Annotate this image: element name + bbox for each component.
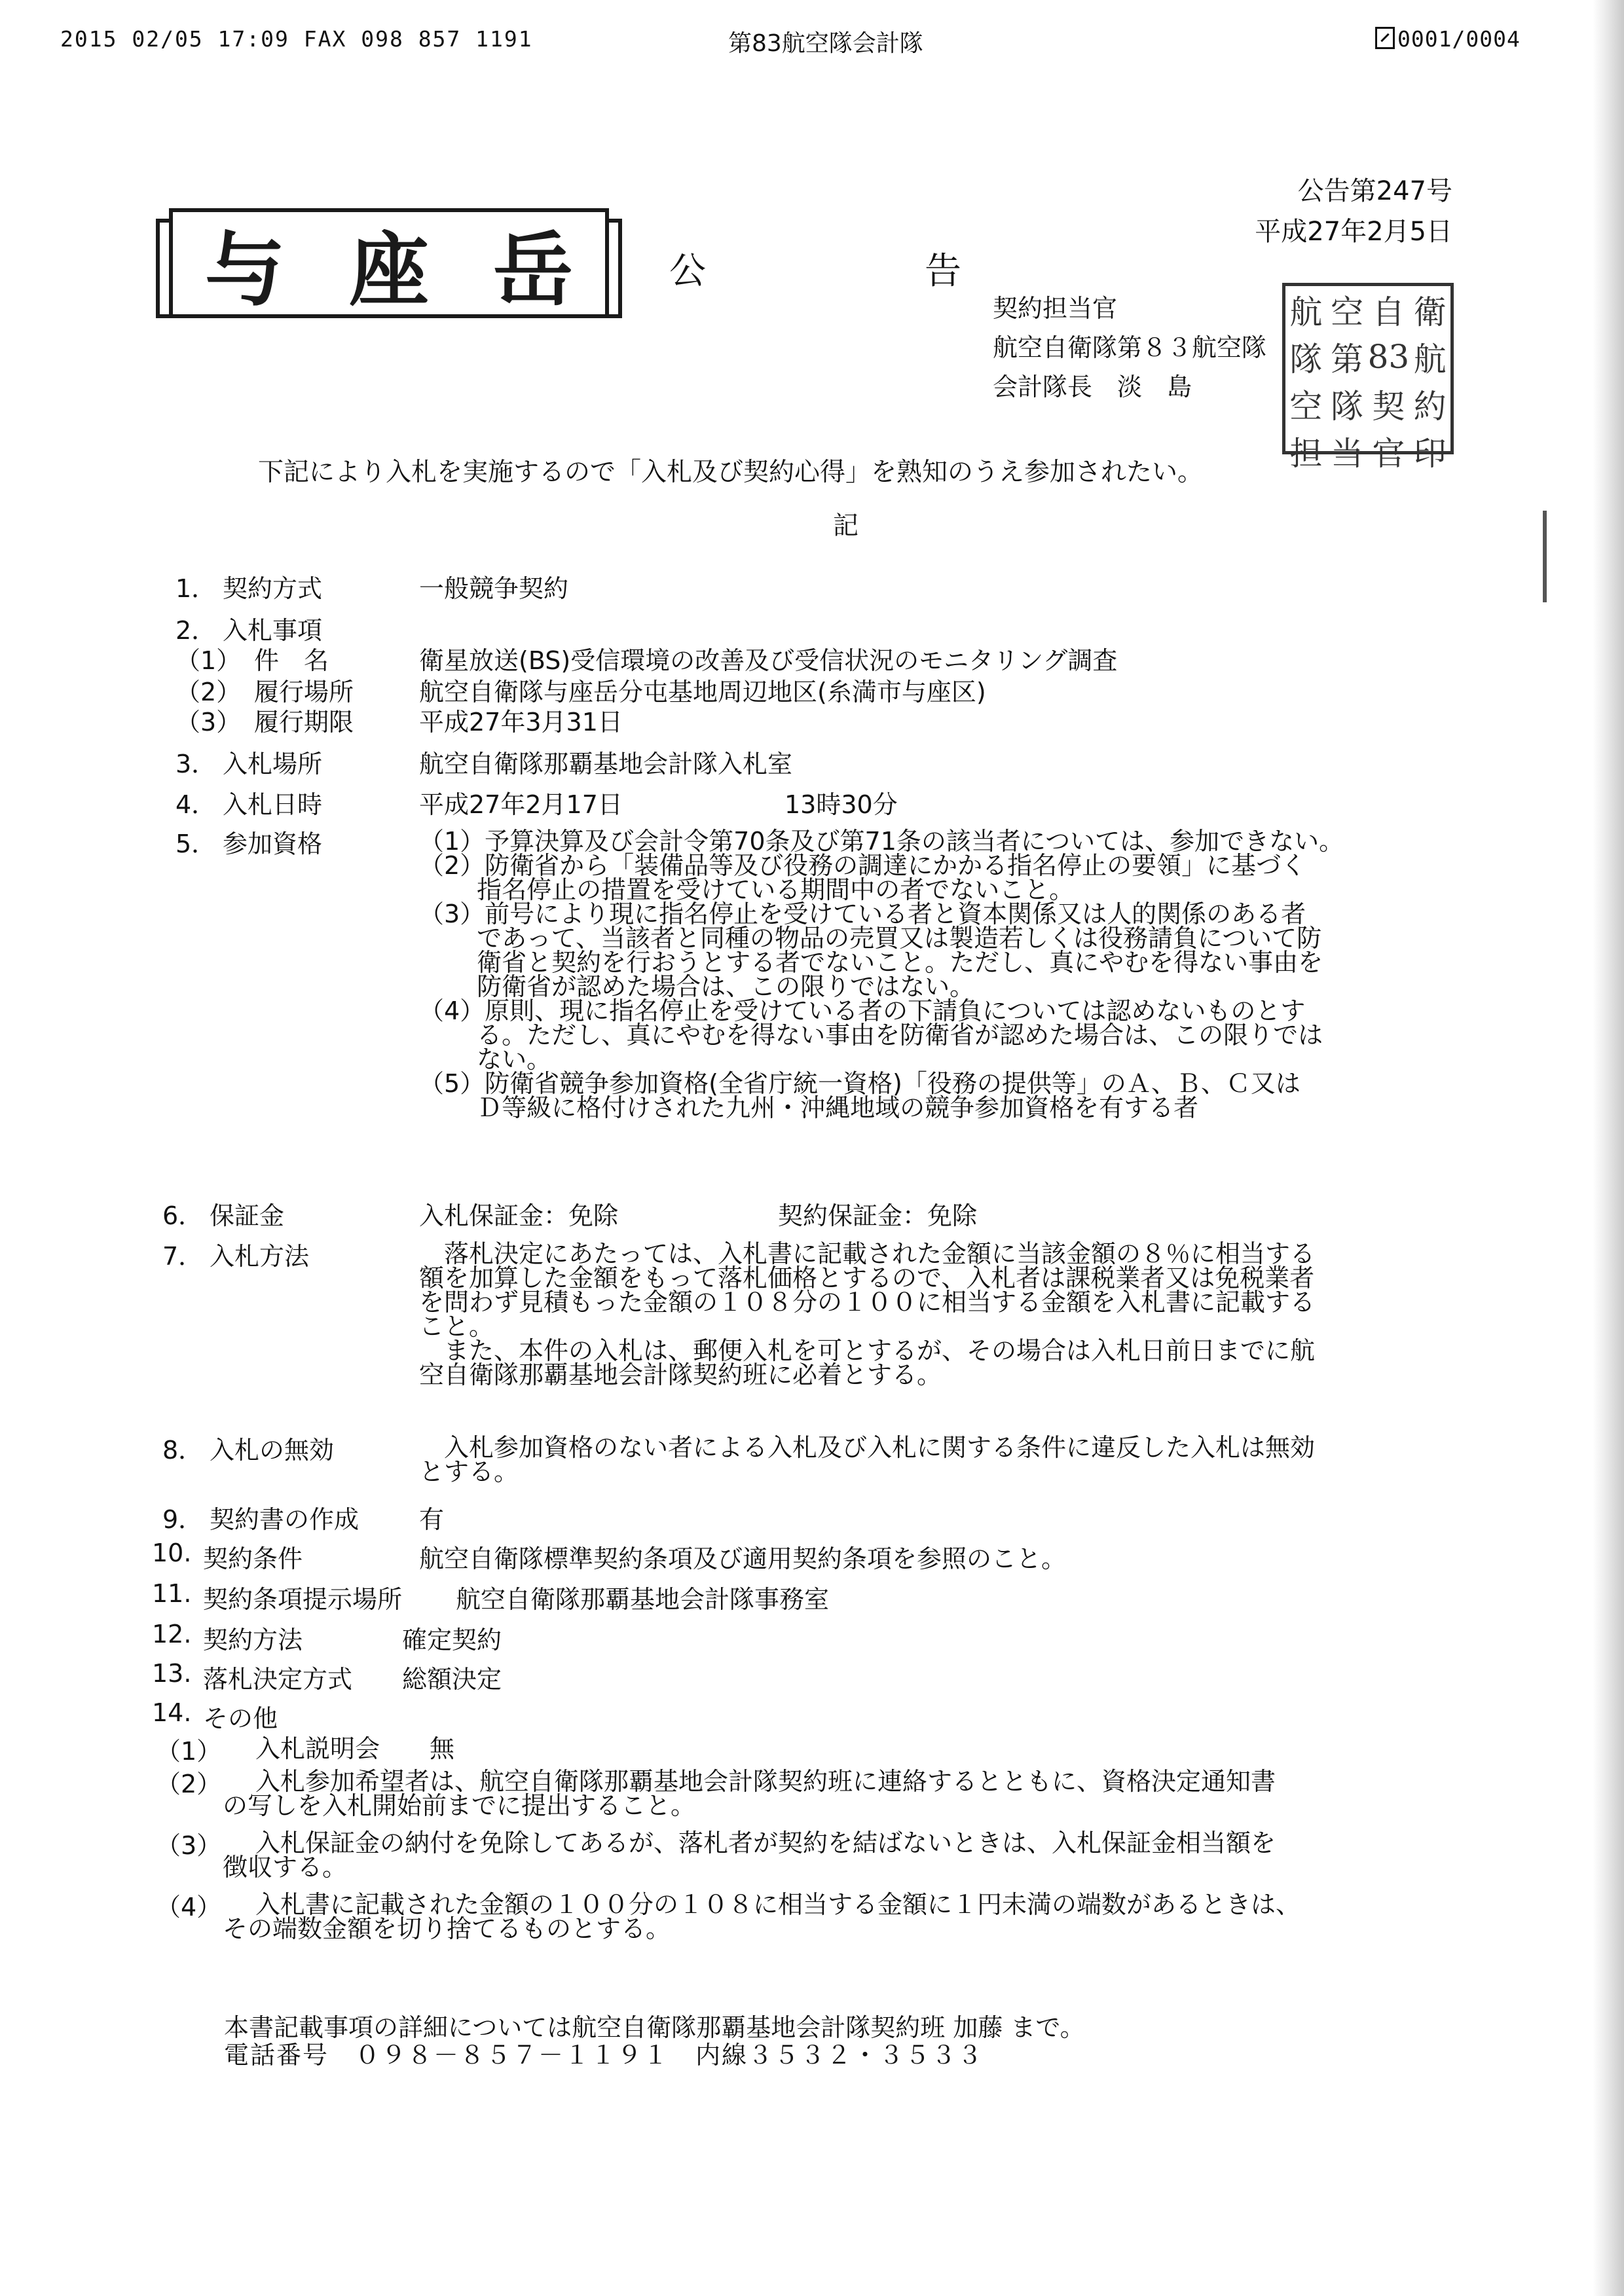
qualification-line: 指名停止の措置を受けている期間中の者でないこと。 — [419, 875, 1075, 904]
item-label: 契約方式 — [223, 574, 323, 603]
item-label: 入札事項 — [223, 616, 323, 645]
subitem-label: 履行場所 — [254, 678, 354, 706]
item-value: 航空自衛隊那覇基地会計隊事務室 — [456, 1585, 830, 1614]
official-seal-glyph: 衛 — [1413, 293, 1447, 331]
fax-page-icon — [1375, 27, 1395, 49]
item-label: その他 — [203, 1704, 278, 1733]
official-seal-glyph: 航 — [1413, 340, 1447, 378]
bidding-method-line: を問わず見積もった金額の１０８分の１００に相当する金額を入札書に記載する — [419, 1288, 1316, 1317]
item-number: 3． — [175, 750, 217, 778]
subitem-label: 履行期限 — [254, 708, 354, 737]
item-value: 航空自衛隊標準契約条項及び適用契約条項を参照のこと。 — [419, 1544, 1067, 1573]
official-seal-glyph: 官 — [1372, 435, 1405, 473]
subitem-number: （1） — [156, 1737, 222, 1766]
official-seal-glyph: 当 — [1331, 435, 1364, 473]
official-seal-glyph: 契 — [1372, 388, 1405, 426]
other-note-line: 入札説明会 無 — [255, 1734, 455, 1763]
official-seal-glyph: 隊 — [1331, 388, 1364, 426]
official-seal-glyph: 空 — [1331, 293, 1364, 331]
item-number: 12. — [152, 1620, 192, 1649]
item-number: 4． — [175, 790, 217, 819]
notice-number: 公告第247号 — [1297, 176, 1452, 206]
ki-heading: 記 — [833, 511, 859, 541]
qualification-line: Ｄ等級に格付けされた九州・沖縄地域の競争参加資格を有する者 — [419, 1093, 1199, 1122]
qualification-line: （1）予算決算及び会計令第70条及び第71条の該当者については、参加できない。 — [419, 827, 1344, 856]
fax-sender-name: 第83航空隊会計隊 — [728, 30, 923, 57]
official-seal-glyph: 第 — [1331, 340, 1364, 378]
qualification-line: （5）防衛省競争参加資格(全省庁統一資格)「役務の提供等」のＡ、Ｂ、Ｃ又は — [419, 1069, 1301, 1098]
item-label: 入札の無効 — [210, 1436, 335, 1465]
item-number: 8． — [162, 1436, 204, 1465]
item-number: 6． — [162, 1201, 204, 1230]
bidding-method-line: こと。 — [419, 1312, 494, 1341]
invalid-bid-line: 入札参加資格のない者による入札及び入札に関する条件に違反した入札は無効 — [419, 1433, 1316, 1462]
other-note-line: の写しを入札開始前までに提出すること。 — [223, 1791, 696, 1820]
qualification-line: であって、当該者と同種の物品の売買又は製造若しくは役務請負について防 — [419, 924, 1322, 953]
item-label: 入札場所 — [223, 750, 323, 778]
subitem-number: （2） — [156, 1770, 222, 1798]
official-seal-glyph: 隊 — [1289, 340, 1323, 378]
other-note — [255, 1734, 455, 1763]
scan-edge-shadow — [1593, 0, 1624, 2296]
qualification-line: （3）前号により現に指名停止を受けている者と資本関係又は人的関係のある者 — [419, 900, 1306, 928]
contact-phone: 電話番号 ０９８－８５７－１１９１ 内線３５３２・３５３３ — [224, 2041, 984, 2069]
item-value: 一般競争契約 — [419, 574, 569, 603]
location-stamp-char: 与 — [205, 222, 285, 317]
other-note — [223, 1892, 1301, 1941]
invalid-bid-line: とする。 — [419, 1457, 519, 1486]
official-seal-glyph: 担 — [1289, 435, 1323, 473]
item-label: 参加資格 — [223, 829, 323, 858]
item-number: 9． — [162, 1505, 204, 1534]
other-note-line: 入札保証金の納付を免除してあるが、落札者が契約を結ばないときは、入札保証金相当額を — [255, 1829, 1276, 1857]
signatory-name: 会計隊長 淡 島 — [993, 373, 1292, 401]
item-label: 入札日時 — [223, 790, 323, 819]
other-note-line: その端数金額を切り捨てるものとする。 — [223, 1914, 671, 1943]
item-time: 13時30分 — [784, 790, 898, 819]
item-value-secondary: 契約保証金：免除 — [778, 1201, 978, 1230]
contact-note: 本書記載事項の詳細については航空自衛隊那覇基地会計隊契約班 加藤 まで。 — [224, 2013, 1085, 2042]
official-seal-glyph: 83 — [1367, 338, 1410, 376]
subitem-number: （1） — [175, 646, 242, 675]
item-label: 保証金 — [210, 1201, 285, 1230]
official-seal-glyph: 印 — [1413, 435, 1447, 473]
qualification-line: ない。 — [419, 1045, 552, 1074]
other-note-line: 徴収する。 — [223, 1853, 348, 1882]
item-number: 10. — [152, 1539, 192, 1567]
scan-edge-mark — [1543, 511, 1547, 602]
intro-sentence: 下記により入札を実施するので「入札及び契約心得」を熟知のうえ参加されたい。 — [258, 458, 1204, 487]
subitem-number: （3） — [156, 1831, 222, 1860]
item-label: 落札決定方式 — [203, 1665, 353, 1694]
qualification-line: 衛省と契約を行おうとする者でないこと。ただし、真にやむを得ない事由を — [419, 948, 1323, 977]
subitem-number: （3） — [175, 708, 242, 737]
official-seal-glyph: 航 — [1289, 293, 1323, 331]
location-stamp — [169, 208, 609, 318]
item-number: 14. — [152, 1698, 192, 1727]
heading-left-char: 公 — [669, 250, 706, 293]
item-value: 有 — [419, 1505, 445, 1534]
other-note-line: 入札書に記載された金額の１００分の１０８に相当する金額に１円未満の端数があるときは、 — [255, 1890, 1301, 1919]
item-number: 7． — [162, 1242, 204, 1271]
other-note — [223, 1829, 1276, 1882]
item-label: 入札方法 — [210, 1242, 310, 1271]
item-number: 1． — [175, 574, 217, 603]
item-value: 総額決定 — [402, 1665, 502, 1694]
item-number: 11. — [152, 1579, 192, 1608]
fax-transmission-info: 2015 02/05 17:09 FAX 098 857 1191 — [60, 26, 533, 52]
official-seal-glyph: 約 — [1413, 388, 1447, 426]
item-number: 5． — [175, 829, 217, 858]
invalid-bid-text — [419, 1435, 1315, 1484]
subitem-label: 件 名 — [254, 646, 329, 675]
signatory-title: 契約担当官 — [993, 294, 1118, 323]
other-note-line: 入札参加希望者は、航空自衛隊那覇基地会計隊契約班に連絡するとともに、資格決定通知書 — [255, 1767, 1276, 1796]
bidding-method-line: 額を加算した金額をもって落札価格とするので、入札者は課税業者又は免税業者 — [419, 1264, 1315, 1292]
item-label: 契約条件 — [203, 1544, 303, 1573]
item-label: 契約方法 — [203, 1626, 303, 1654]
item-number: 2． — [175, 616, 217, 645]
item-label: 契約条項提示場所 — [203, 1585, 403, 1614]
item-value: 航空自衛隊那覇基地会計隊入札室 — [419, 750, 793, 778]
bidding-method-text — [419, 1241, 1315, 1387]
qualification-line: る。ただし、真にやむを得ない事由を防衛省が認めた場合は、この限りでは — [419, 1021, 1323, 1049]
bidding-method-line: また、本件の入札は、郵便入札を可とするが、その場合は入札日前日までに航 — [419, 1336, 1316, 1365]
subitem-value: 衛星放送(BS)受信環境の改善及び受信状況のモニタリング調査 — [419, 646, 1118, 675]
qualification-list — [419, 829, 1344, 1120]
fax-page-counter — [1375, 26, 1521, 52]
item-value: 入札保証金：免除 — [419, 1201, 619, 1230]
qualification-line: （2）防衛省から「装備品等及び役務の調達にかかる指名停止の要領」に基づく — [419, 851, 1306, 880]
official-seal-glyph: 自 — [1372, 293, 1405, 331]
bidding-method-line: 空自衛隊那覇基地会計隊契約班に必着とする。 — [419, 1360, 942, 1389]
qualification-line: （4）原則、現に指名停止を受けている者の下請負については認めないものとす — [419, 996, 1306, 1025]
location-stamp-char: 岳 — [493, 222, 573, 317]
item-number: 13. — [152, 1659, 192, 1688]
signatory-organization: 航空自衛隊第８３航空隊 — [993, 333, 1267, 362]
subitem-number: （4） — [156, 1893, 222, 1922]
item-label: 契約書の作成 — [210, 1505, 360, 1534]
other-note — [223, 1767, 1276, 1820]
heading-right-char: 告 — [925, 250, 961, 293]
location-stamp-char: 座 — [349, 222, 429, 317]
notice-date: 平成27年2月5日 — [1255, 217, 1452, 247]
bidding-method-line: 落札決定にあたっては、入札書に記載された金額に当該金額の８％に相当する — [419, 1239, 1316, 1268]
official-seal-glyph: 空 — [1289, 388, 1323, 426]
subitem-number: （2） — [175, 678, 242, 706]
subitem-value: 航空自衛隊与座岳分屯基地周辺地区(糸満市与座区) — [419, 678, 986, 706]
subitem-value: 平成27年3月31日 — [419, 708, 623, 737]
item-value: 平成27年2月17日 — [419, 790, 623, 819]
official-seal — [1282, 283, 1454, 473]
qualification-line: 防衛省が認めた場合は、この限りではない。 — [419, 972, 975, 1001]
fax-page-counter-text: 0001/0004 — [1397, 26, 1521, 52]
item-value: 確定契約 — [402, 1626, 502, 1654]
